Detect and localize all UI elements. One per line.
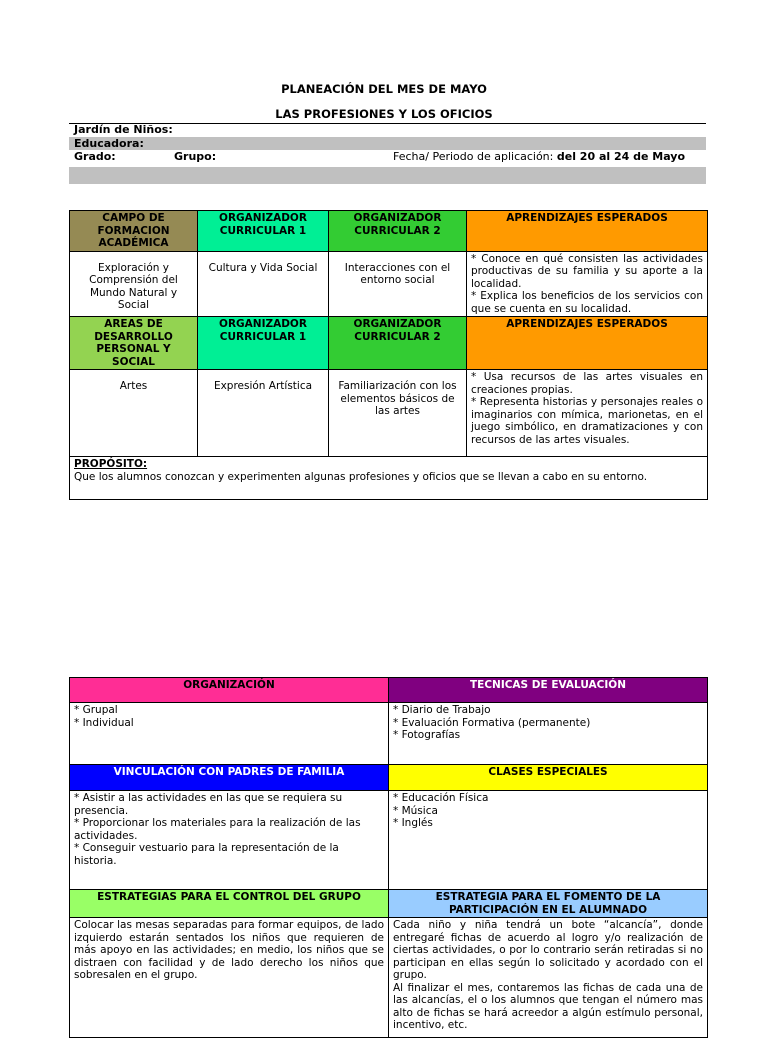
educadora-label: Educadora: [74, 137, 144, 150]
header-row [70, 765, 708, 791]
estrategias-cell: Colocar las mesas separadas para formar equipos, de lado izquierdo estarán sentados los niños que requieren de más apoyo en las actividades; en medio, los niños que se distraen con facilidad y de lado derecho los niños que sobresalen en el grupo. [70, 918, 389, 1038]
fomento-cell: Cada niño y niña tendrá un bote “alcancía”, donde entregaré fichas de acuerdo al logro y/o realización de ciertas actividades, o por lo contrario serán retiradas si no participan en ellas según lo solicitado y acordado con el grupo. Al finalizar el mes, contaremos las fichas de cada una de las alcancías, el o los alumnos que tengan el número mas alto de fichas se hará acreedor a algún estímulo personal, incentivo, etc. [389, 918, 708, 1038]
proposito-text: Que los alumnos conozcan y experimenten algunas profesiones y oficios que se llevan a cabo en su entorno. [74, 470, 648, 483]
grado-label: Grado: [74, 150, 116, 163]
gray-band [69, 167, 706, 184]
table-row [70, 370, 708, 457]
vinculacion-cell: * Asistir a las actividades en las que se requiera su presencia. * Proporcionar los materiales para la realización de las actividades. * Conseguir vestuario para la representación de la historia. [70, 791, 389, 890]
org2-header: ORGANIZADOR CURRICULAR 2 [329, 211, 467, 252]
header-row [70, 890, 708, 918]
areas-cell: Artes [70, 370, 198, 457]
proposito-cell [70, 457, 708, 500]
educadora-row [69, 137, 706, 150]
table-row [70, 791, 708, 890]
vinculacion-header: VINCULACIÓN CON PADRES DE FAMILIA [70, 765, 389, 791]
tecnicas-header: TECNICAS DE EVALUACIÓN [389, 678, 708, 703]
clases-header: CLASES ESPECIALES [389, 765, 708, 791]
aprendizajes-header-2: APRENDIZAJES ESPERADOS [467, 317, 708, 370]
curriculum-table [69, 210, 708, 500]
table-row [70, 703, 708, 765]
org2-header-2: ORGANIZADOR CURRICULAR 2 [329, 317, 467, 370]
page-title: PLANEACIÓN DEL MES DE MAYO [281, 82, 487, 96]
fecha-value: del 20 al 24 de Mayo [556, 150, 686, 163]
aprendizajes-cell-2: * Usa recursos de las artes visuales en creaciones propias. * Representa historias y personajes reales o imaginarios con mímica, marionetas, en el juego simbólico, en dramatizaciones y con recursos de las artes visuales. [467, 370, 708, 457]
fecha-label: Fecha/ Periodo de aplicación: [393, 150, 554, 163]
campo-cell: Exploración y Comprensión del Mundo Natural y Social [70, 251, 198, 317]
proposito-label: PROPÓSITO: [74, 458, 148, 470]
org2-cell: Interacciones con el entorno social [329, 251, 467, 317]
page-subtitle: LAS PROFESIONES Y LOS OFICIOS [275, 107, 493, 121]
org1-cell: Cultura y Vida Social [198, 251, 329, 317]
grupo-label: Grupo: [174, 150, 217, 163]
org1-header-2: ORGANIZADOR CURRICULAR 1 [198, 317, 329, 370]
org2-cell-2: Familiarización con los elementos básicos de las artes [329, 370, 467, 457]
org1-header: ORGANIZADOR CURRICULAR 1 [198, 211, 329, 252]
fomento-header: ESTRATEGIA PARA EL FOMENTO DE LA PARTICIPACIÓN EN EL ALUMNADO [389, 890, 708, 918]
campo-header: CAMPO DE FORMACION ACADÉMICA [70, 211, 198, 252]
estrategias-header: ESTRATEGIAS PARA EL CONTROL DEL GRUPO [70, 890, 389, 918]
tecnicas-cell: * Diario de Trabajo * Evaluación Formativa (permanente) * Fotografías [389, 703, 708, 765]
areas-header: AREAS DE DESARROLLO PERSONAL Y SOCIAL [70, 317, 198, 370]
aprendizajes-header: APRENDIZAJES ESPERADOS [467, 211, 708, 252]
proposito-row [70, 457, 708, 500]
header-row-campo [70, 211, 708, 252]
organizacion-header: ORGANIZACIÓN [70, 678, 389, 703]
table-row [70, 918, 708, 1038]
aprendizajes-cell: * Conoce en qué consisten las actividades productivas de su familia y su aporte a la localidad. * Explica los beneficios de los servicios con que se cuenta en su localidad. [467, 251, 708, 317]
fecha-field [393, 150, 685, 163]
clases-cell: * Educación Física * Música * Inglés [389, 791, 708, 890]
jardin-label: Jardín de Niños: [74, 123, 173, 136]
header-row [70, 678, 708, 703]
org1-cell-2: Expresión Artística [198, 370, 329, 457]
table-row [70, 251, 708, 317]
organizacion-cell: * Grupal * Individual [70, 703, 389, 765]
header-row-areas [70, 317, 708, 370]
strategies-table [69, 677, 708, 1038]
